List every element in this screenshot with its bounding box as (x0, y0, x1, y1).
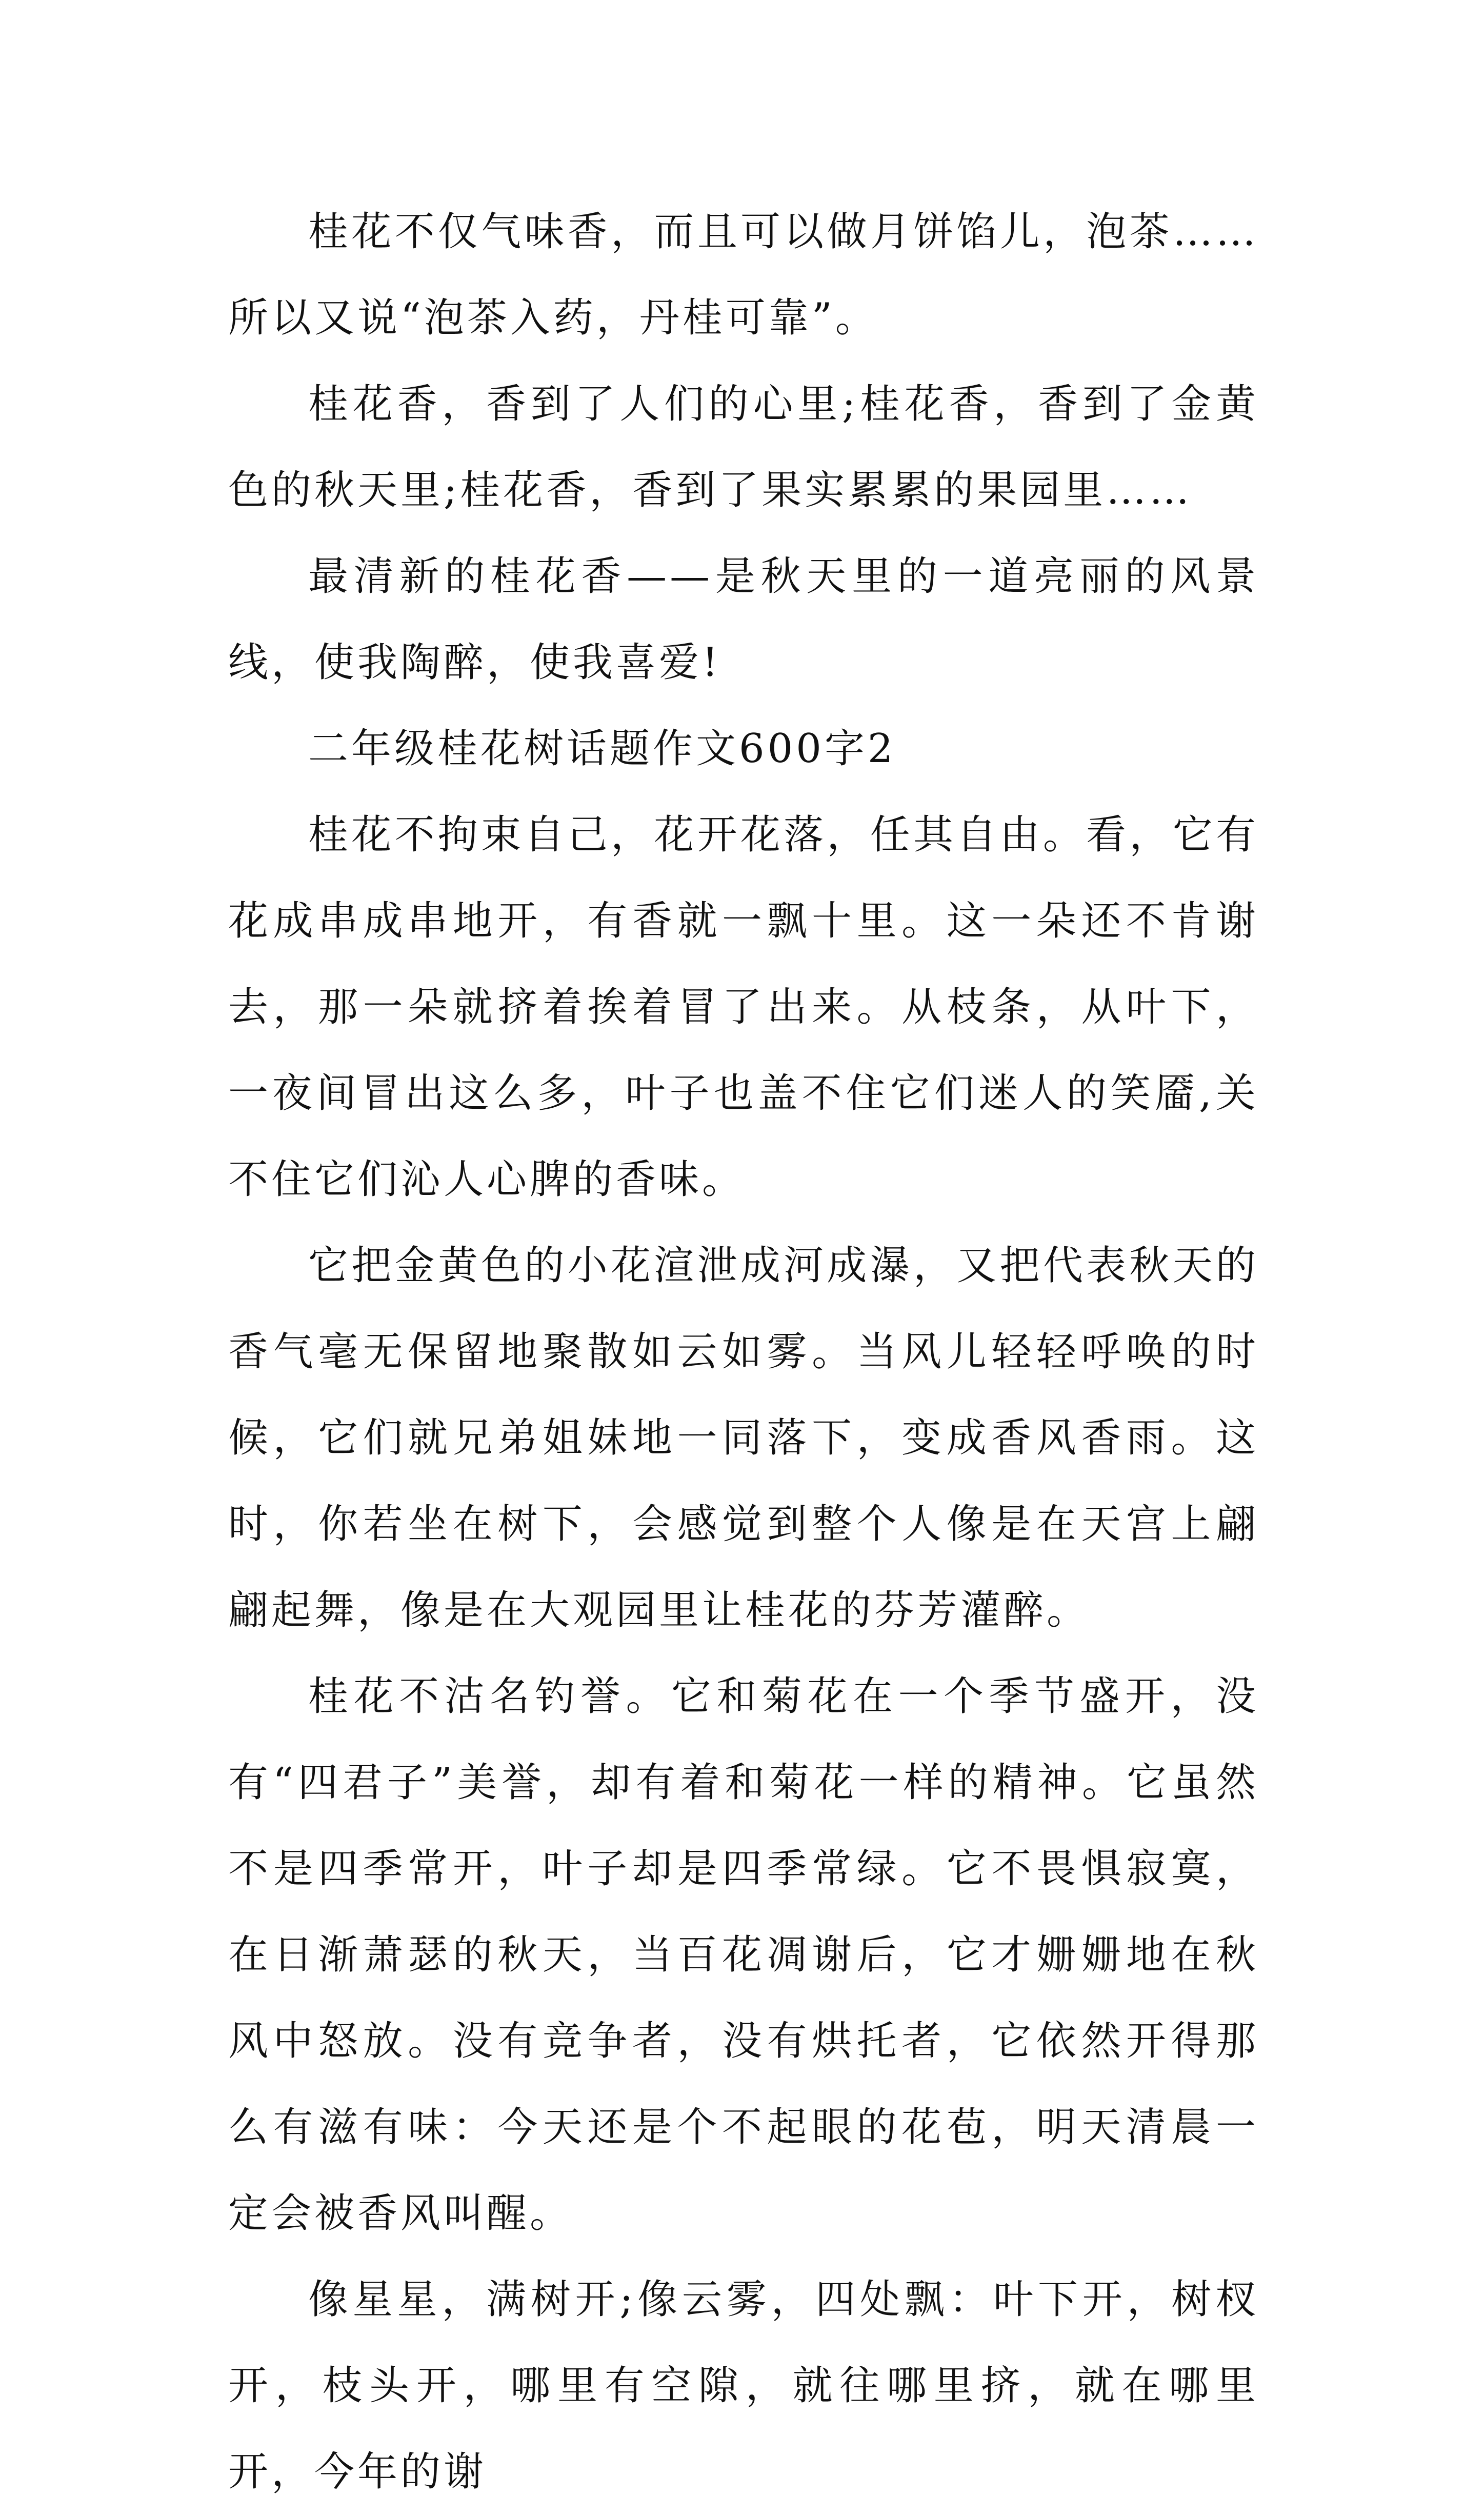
paragraph-4: 桂花不拘束自己，花开花落，任其自由。看，它有花成串成串地开，有香就一飘十里。这一朵还不肯谢去，那一朵就挤着挨着冒了出来。从枝条，从叶下，一夜间冒出这么多，叶子也盖不住它们迷人的笑靥,关不住它们沁人心脾的香味。 (228, 812, 1259, 1203)
paragraph-7: 像星星，满树开;像云雾，四处飘：叶下开，树杈开，枝头开，哪里有空隙，就往哪里挤，就在哪里开，今年的谢 (228, 2277, 1259, 2495)
paragraph-5: 它把金黄色的小花渲泄成河成瀑，又把代表秋天的香气毫无保留地聚散如云如雾。当风儿轻轻呼唤的时候，它们就兄弟姐妹地一同落下，变成香风香雨。这时，你若坐在树下，会感觉到整个人像是在天宫上翩翩起舞，像是在大观园里让桂花的芬芳灌醉。 (228, 1243, 1259, 1633)
essay-body (228, 189, 1259, 2515)
section-heading: 二年级桂花树话题作文600字2 (308, 726, 896, 772)
paragraph-3: 最清新的桂花香——是秋天里的一道亮丽的风景线，使我陶醉，使我喜爱! (228, 553, 1259, 686)
paragraph-1: 桂花不仅气味香，而且可以做月饼馅儿，泡茶……所以又说“泡茶入药，丹桂可靠”。 (228, 209, 1259, 341)
paragraph-2: 桂花香，香到了人们的心里;桂花香，香到了金黄色的秋天里;桂花香，香到了果实累累的果园里…… (228, 381, 1259, 513)
paragraph-6: 桂花不沽名钓誉。它和菊花在一个季节盛开，没有“四君子”美誉，却有着和菊花一样的精神。它虽然不是四季常开，叶子却是四季常绿。它不畏惧寂寞，在日渐萧瑟的秋天，当百花凋谢后，它才姗姗地在秋风中怒放。没有竞争者，没有烘托者，它依然开得那么有滋有味：今天还是个不起眼的花苞，明天清晨一定会被香风叫醒。 (228, 1673, 1259, 2237)
